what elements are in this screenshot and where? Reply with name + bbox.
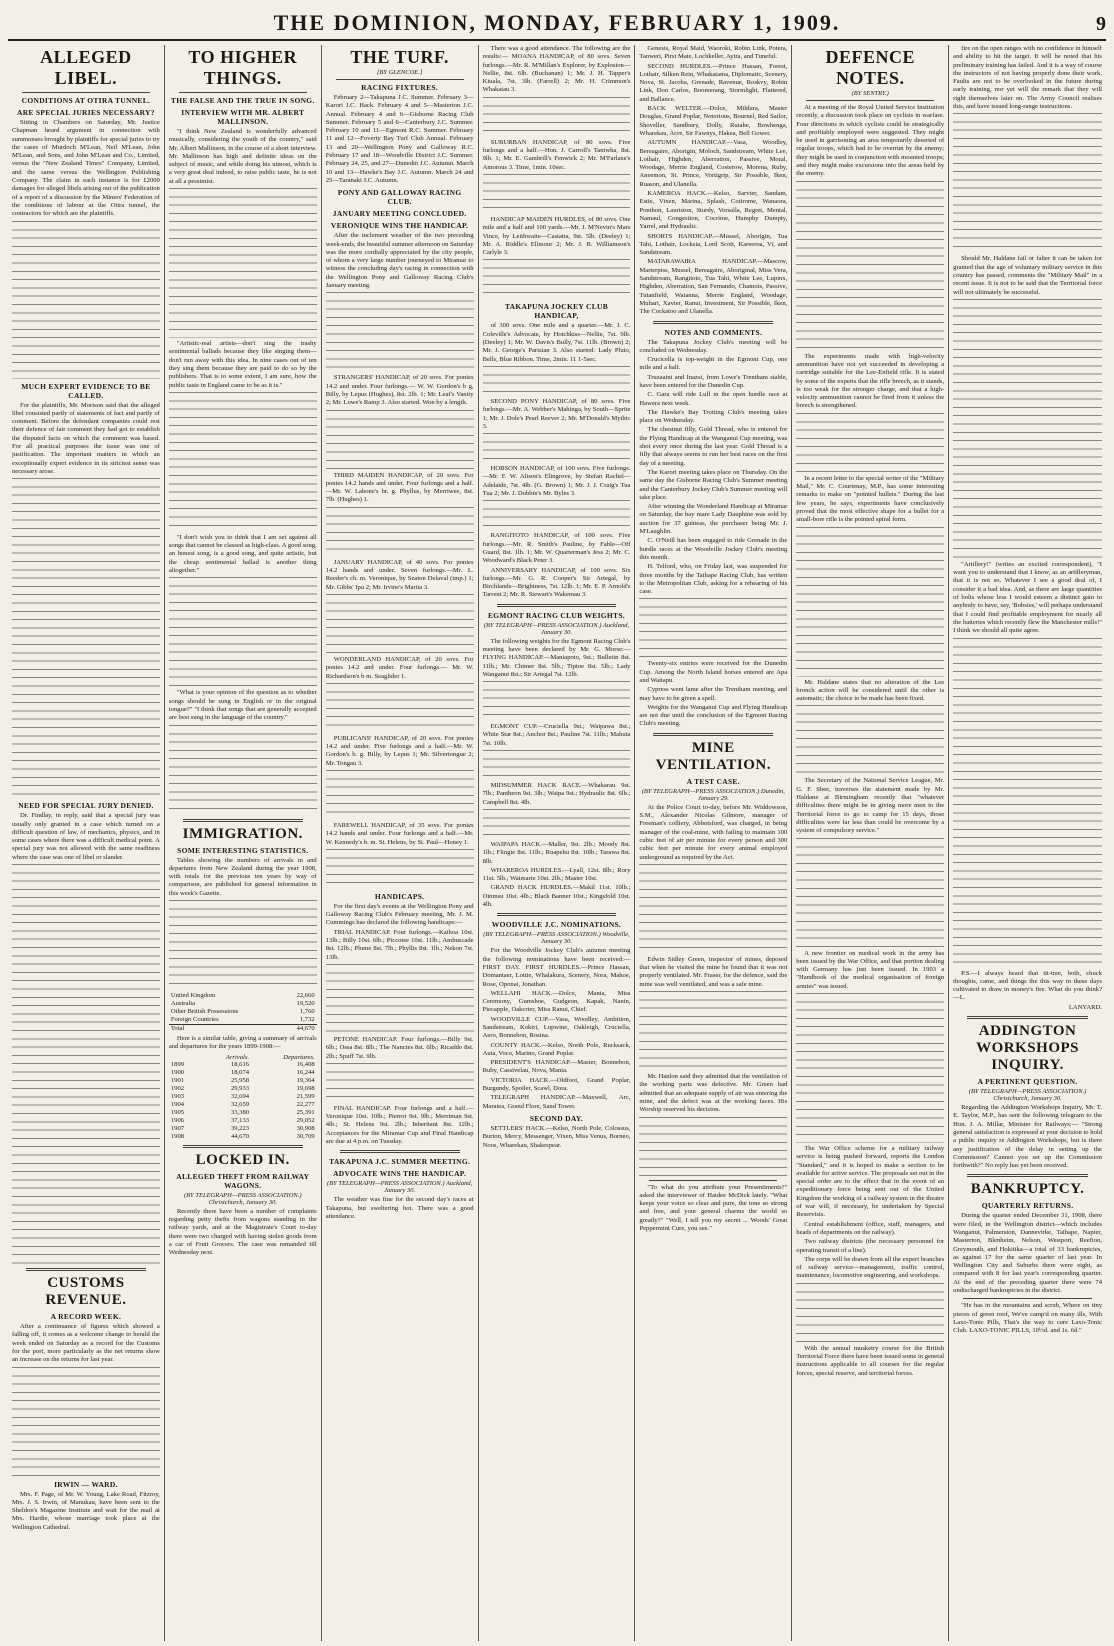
race-result: THIRD MAIDEN HANDICAP, of 20 sovs. For ponies 14.2 hands and under. Four furlongs and a half.—Mr. W. Labone's br. g. Phyllus, by Merriwee, 8st. 7lb. (Hughes) 1.: [325, 471, 474, 504]
subhead: THE FALSE AND THE TRUE IN SONG.: [170, 96, 315, 105]
column-4: [479, 45, 636, 1641]
dateline: (BY TELEGRAPH—PRESS ASSOCIATION.) Christchurch, January 30.: [968, 1088, 1087, 1103]
race-result: SECOND PONY HANDICAP, of 80 sovs. Five furlongs.—Mr. A. Webber's Mahinga, by South—Sprite 1; Mr. J. Dole's Pearl Reever 2; Mr. M'Donald's Mythic 3.: [482, 397, 631, 430]
text-block: [639, 864, 787, 954]
table-cell: 44,670: [282, 1025, 317, 1034]
weights-list: WAIPAPA HACK.—Maller, 9st. 2lb.; Moody 8st. 1lb.; Flingie 8st. 11lb.; Ruapehu 8st. 10lb.; Tarawa 8st. 8lb.: [482, 840, 631, 865]
divider: [967, 1016, 1088, 1019]
table-cell: 1,760: [299, 1008, 315, 1016]
table-cell: 1908: [170, 1132, 185, 1140]
text-block: [483, 97, 631, 137]
race-result: There was a good attendance. The following are the results:— MOANA HANDICAP, of 80 sovs. Seven furlongs.—Mr. R. M'Millan's Explorer, by Explosion—Nellie, 8st. 6lb. (Buchanan) 1; Mr. J. H. Tapper's Kiuala, 7st. 3lb. (Farrell) 2; Mr. H. Crimmon's Whakatau 3.: [482, 45, 631, 94]
article-paragraph: For the first day's events at the Wellington Pony and Galloway Racing Club's February meeting, Mr. J. M. Cummings has declared the following handicaps:—: [325, 902, 474, 927]
text-block: [12, 1367, 160, 1477]
subhead: SOME INTERESTING STATISTICS.: [177, 845, 309, 855]
article-paragraph: Mr. Hanlon said they admitted that the ventilation of the working parts was defective. Mr. Green had admitted that an adequate supply of air was entering the mine, and the defect was at the working faces. His Worship reserved his decision.: [639, 1073, 788, 1114]
article-paragraph: In a recent letter to the special writer of the "Military Mail," Mr. C. Courtenay, M.P., has some interesting remarks to make on "pointed bullets." During the last few years, he says, experiments have conclusively proved that the most effective shape for a bullet for a small-bore rifle is the pointed spiral form.: [796, 474, 945, 524]
table-row: [169, 1101, 317, 1109]
divider: [653, 321, 773, 324]
divider: [179, 92, 307, 93]
text-block: [169, 392, 317, 532]
table-row: [169, 1016, 317, 1025]
table-row: [169, 1093, 317, 1101]
nominations-list: WOODVILLE CUP.—Vasa, Woodley, Ambition, Sandstream, Kokiri, Lupwine, Oakleigh, Cruciella, Aero, Bonnebon, Rosina.: [482, 1015, 631, 1040]
table-cell: 1904: [170, 1100, 185, 1108]
note: Crucicella is top-weight in the Egmont Cup, one mile and a half.: [639, 356, 788, 372]
table-cell: Australia: [170, 1000, 196, 1008]
table-cell: 25,958: [230, 1076, 250, 1084]
text-block: [326, 410, 474, 470]
text-block: [483, 750, 631, 780]
divider: [963, 1298, 1092, 1299]
masthead: [8, 6, 1106, 41]
article-paragraph: With the annual musketry course for the British Territorial Force there have been issued some in general instructions applicable to all courses for the regular forces, special reserve, and territorial forces.: [796, 1344, 945, 1377]
race-result: RANGITOTO HANDICAP, of 100 sovs. Five furlongs.—Mr. R. Smith's Pauline, by Fable—Off Guard, 8st. 1lb. 1; Mr. W. Quarterman's Jess 2; Mr. C. Woodward's Black Peter 3.: [482, 532, 631, 565]
note: The Hawke's Bay Trotting Club's meeting takes place on Wednesday.: [639, 408, 788, 425]
handicap-list: FINAL HANDICAP. Four furlongs and a half.—Veronique 10st. 10lb.; Pierrot 9st. 9lb.; Merriman 9st. 4lb.; St. Helens 9st. 2lb.; Inheritant 8st. 12lb.; Acceptances for the Miramar Cup and Final Handicap are due at 4 p.m. on Tuesday.: [325, 1104, 474, 1146]
nominations-list: VICTORIA HACK.—Oldfoot, Grand Poplar, Burgundy, Spoiler, Scawl, Dora.: [482, 1076, 631, 1093]
text-block: [169, 900, 317, 990]
table-cell: 37,133: [230, 1116, 250, 1124]
table-cell: 1,732: [299, 1016, 315, 1024]
race-result: SUBURBAN HANDICAP, of 80 sovs. Five furlongs and a half.—Hon. J. Carroll's Taniwha, 8st. 9lb. 1; Mr. E. Gambrill's Fenwick 2; Mr. M'Farlane's Amorous 3. Time, 1min. 10sec.: [482, 138, 631, 171]
note: The chestnut filly, Gold Thread, who is entered for the Flying Handicap at the Wanganui Cup meeting, was shot every once during the last year. Gold Thread is a filly that always seems to run her best races on the first day of a meeting.: [639, 426, 788, 467]
headline-alleged-libel: ALLEGED LIBEL.: [40, 47, 132, 88]
subhead: PONY AND GALLOWAY RACING CLUB.: [337, 188, 462, 207]
weights-list: EGMONT CUP.—Cruciella 9st.; Waipawa 8st.; White Star 8st.; Anchor 8st.; Pauline 7st. 11lb.; Mahuta 7st. 10lb.: [482, 723, 631, 747]
note: The Takapuna Jockey Club's meeting will be concluded on Wednesday.: [639, 338, 788, 354]
text-block: [796, 993, 944, 1143]
table-cell: 1901: [170, 1076, 185, 1084]
subhead: RACING FIXTURES.: [361, 83, 439, 92]
table-cell: 32,659: [230, 1100, 250, 1108]
subhead: TAKAPUNA J.C. SUMMER MEETING.: [329, 1157, 471, 1167]
subhead: A TEST CASE.: [686, 776, 740, 786]
text-block: [639, 598, 787, 658]
note: Weights for the Wanganui Cup and Flying Handicap are not due until the conclusion of the Egmont Racing Club's meeting.: [639, 703, 788, 728]
note: Twenty-six entries were received for the Dunedin Cup. Among the North Island horses entered are Apa and Waitapu.: [639, 660, 788, 684]
subhead: SECOND DAY.: [529, 1113, 584, 1123]
advertisement: "To what do you attribute your Presentiments?" asked the interviewer of Haidee McDick lately. "What keeps your voice so clear and pure, the tone so strong and free, and your general charms the world so greatly?" "Well, I tell you my secret ... Woods' Great Peppermint Cure, you see.": [639, 1183, 788, 1233]
signature: LANYARD.: [1068, 1003, 1102, 1011]
text-block: [639, 991, 787, 1071]
text-block: [326, 1063, 474, 1103]
table-row: [169, 1109, 317, 1117]
table-cell: 22,660: [296, 992, 315, 1000]
subhead: CONDITIONS AT OTIRA TUNNEL.: [21, 96, 151, 105]
article-paragraph: Recently there have been a number of complaints regarding petty thefts from wagons standing in the railway yards, and at the Magistrate's Court to-day there were two charged with having stolen goods from a car of Fruit Grocers. The case was remanded till Wednesday next.: [168, 1207, 317, 1257]
text-block: [796, 1283, 944, 1343]
table-cell: 30,908: [296, 1124, 315, 1132]
table-cell: 21,599: [296, 1092, 315, 1100]
column-7: [949, 45, 1106, 1641]
weights-list: GRAND HACK HURDLES.—Makil 11st. 10lb.; Oinmsu 10st. 4lb.; Black Banner 10st.; Kingsfold 10st. 4lb.: [482, 884, 631, 909]
subhead: IRWIN — WARD.: [54, 1479, 118, 1489]
table-cell: 1903: [170, 1092, 185, 1100]
race-result: HANDICAP MAIDEN HURDLES, of 80 sovs. One mile and a half and 100 yards.—Mr. J. M'Nevin's Mars Vince, by Leithwaite—Castatta, 9st. 5lb. (Deeley) 1; Mr. A. Riddle's Ellmour 2; Mr. J. B. Williamson's Carlyle 3.: [482, 215, 631, 257]
article-paragraph: Central establishment (office, staff, managers, and heads of departments on the railway).: [796, 1220, 945, 1236]
text-block: [12, 478, 160, 798]
article-paragraph: Mr. Haldane states that no alteration of the Lee bronch action will be considered until the other is automatic; the choice to be made has been fixed.: [796, 678, 945, 703]
article-paragraph: The Secretary of the National Service League, Mr. G. F. Shee, traverses the statement made by Mr. Haldane at Birmingham recently that "whatever difficulties there might be in giving more men to the Territorial force to go to camp for 15 days, those difficulties were far less than could be overcome by a system of compulsory service.": [796, 777, 945, 835]
headline-locked-in: LOCKED IN.: [195, 1151, 290, 1168]
text-block: [796, 705, 944, 775]
table-row: [169, 992, 317, 1000]
columns: [8, 45, 1106, 1641]
column-1: [8, 45, 165, 1641]
race-result: STRANGERS' HANDICAP, of 20 sovs. For ponies 14.2 and under. Four furlongs.— W. W. Gordon's b g, Billy, by Lepus (Hughes), 8st. 2lb. 1; Mr. Leaf's Vanity 2; Mr. Lowe's Ramp 3. Also started. Won by a length.: [325, 374, 474, 407]
article-paragraph: "Artillery!" (writes an excited correspondent), "I want you to understand that I know, as an artilleryman, that it is not so. Whatever I see a good deal of, I consider it a bad idea. And, as there are large quantities of bolts whose less I would esteem a distinct gain to anybody to have, say, 'Bobsies,' will perhaps understand that I could find profitable employment for nearly all the batteries which recently flew the Manchester mills!" I think we should all quite agree.: [953, 560, 1102, 635]
text-block: [953, 299, 1102, 559]
text-block: [483, 809, 631, 839]
article-paragraph: fire on the open ranges with no confidence in himself and ability to hit the target. It will be noted that his preliminary training has failed. And it is a way of course the instructors of not having properly done their work. Faults are not to be overlooked in the future during early training, nor yet will the remark that they will right themselves later on. The Army Council realises this, and have issued long-range instructions.: [953, 45, 1103, 111]
column-6: [792, 45, 949, 1641]
table-cell: Total: [169, 1025, 282, 1034]
advertisement: "He has in the mountains and scrub, Where on tiny pieces of green roof, We've camp'd on many ills, With Laxo-Tonic Pills, That's the way to cure Laxo-Tonic Club. LAXO-TONIC PILLS, 10½d. and 1s. 6d.": [953, 1302, 1102, 1335]
subhead: MUCH EXPERT EVIDENCE TO BE CALLED.: [21, 381, 151, 400]
byline: (BY SENTRY.): [851, 90, 889, 97]
divider: [183, 819, 303, 822]
table-header: Departures.: [283, 1053, 315, 1061]
text-block: [169, 577, 317, 687]
table-cell: 19,520: [296, 1000, 315, 1008]
article-paragraph: During the quarter ended December 31, 1908, there were filed, in the Wellington district—which includes Wanganui, Palmerston, Dannevirke, Taihape, Napier, Masterton, Blenheim, Nelson, Westport, Reefton, Greymouth, and Hokitika—a total of 33 bankruptcies, as against 17 for the same quarter of last year. In Wellington City and Suburbs there were eight, as compared with 8 for last year's corresponding quarter. At the end of the preceding quarter there were 74 undischarged bankruptcies in the district.: [953, 1212, 1102, 1295]
note: Truzaaini and Inazsi, from Lowe's Trentham stable, have been entered for the Dunedin Cup.: [639, 373, 788, 389]
text-block: [326, 683, 474, 733]
article-paragraph: At the Police Court to-day, before Mr. Widdowson, S.M., Alexander Nicolas Gilmore, manager of Freeman's colliery, Abbotsford, was charged, in being manager of the coal-mine, with failing to maintain 100 cubic feet of air per minute for every person and 300 cubic feet per minute for every animal employed underground as required by the Act.: [639, 803, 788, 861]
weights-list: WHAREROA HURDLES.—Lyall, 12st. 8lb.; Rory 11st. 5lb.; Waimarie 10st. 2lb.; Master 10st.: [482, 866, 631, 883]
subhead: HANDICAPS.: [374, 891, 425, 901]
divider: [649, 1180, 777, 1181]
headline-the-turf: THE TURF.: [350, 47, 449, 67]
immigration-origin-table: [169, 992, 317, 1033]
text-block: [796, 838, 944, 948]
subhead: ALLEGED THEFT FROM RAILWAY WAGONS.: [176, 1171, 310, 1190]
column-3: [322, 45, 479, 1641]
dateline: (BY TELEGRAPH—PRESS ASSOCIATION.) Dunedin, January 29.: [641, 787, 785, 802]
article-paragraph: "What is your opinion of the question as to whether songs should be sung in English or in the original tongue?" "I think that songs that are generally accepted are best sung in the language of the country.": [168, 689, 317, 722]
article-paragraph: Dr. Findlay, in reply, said that a special jury was usually only granted in a case which turned on a difficult question of law, of mechanics, physics, and in some cases where there was a difficult medical point. A special jury was not allowed with the same readiness where the case was one of libel or slander.: [12, 812, 160, 861]
text-block: [169, 725, 317, 815]
note: Cypress went lame after the Trentham meeting, and may have to be given a spell.: [639, 686, 788, 702]
article-paragraph: After a continuance of figures which showed a falling off, it comes as a welcome change to herald the week ended on Saturday as a record for the Customs for the port, more particularly as the net returns show an increase on the returns for last year.: [12, 1323, 160, 1364]
table-row: [169, 1077, 317, 1085]
table-header: Arrivals.: [225, 1053, 250, 1061]
page-number: 9: [1096, 13, 1106, 35]
subhead: WOODVILLE J.C. NOMINATIONS.: [491, 920, 622, 930]
article-paragraph: Regarding the Addington Workshops Inquiry, Mr. T. E. Taylor, M.P., has sent the following telegram to the Hon. J. A. Millar, Minister for Railways:— "Strong general satisfaction is expressed at your decision to hold a public inquiry re Addington Workshops, but is there any justification of the delay in setting up the Commission? Cannot you set up the Commission forthwith?" No reply has yet been received.: [953, 1104, 1102, 1170]
article-paragraph: Should Mr. Haldane fail or falter it can be taken for granted that the age of voluntary military service in this country has passed, comments the "Military Mail" in a recent issue. It is not to be said that the Territorial force will not ultimately be successful.: [953, 255, 1102, 296]
text-block: [326, 770, 474, 820]
subhead: A RECORD WEEK.: [50, 1312, 122, 1322]
article-paragraph: "I think New Zealand is wonderfully advanced musically, considering the youth of the country," said Mr. Albert Mallinson, in the course of a short interview. Mr. Mallinson has high and definite ideas on the subject of music, and while doing his utmost, which is a very great deal indeed, to raise public taste, he is not at all a pessimist.: [168, 128, 317, 185]
text-block: [796, 181, 944, 351]
article-paragraph: A new frontier on medical work in the army has been issued by the War Office, and that portion dealing with Germany has just been issued. In 1903 a "Handbook of the medical organisation of foreign armies" was issued.: [796, 949, 945, 990]
table-cell: 1907: [170, 1124, 185, 1132]
table-cell: 30,709: [296, 1132, 315, 1140]
table-cell: Other British Possessions: [170, 1008, 239, 1016]
article-paragraph: Mrs. F. Page, of Mr. W. Young, Lake Road, Fitzroy, Mrs. J. S. Irwin, of Manukau, have been sent to the Sheldon's Magazine Institute and wait for the mail at Mrs. Hardie, whose marriage took place at the Wellington Cathedral.: [12, 1490, 160, 1531]
table-row: [169, 1008, 317, 1016]
byline: [BY GLENCOE.]: [376, 69, 423, 76]
table-cell: 32,694: [230, 1092, 250, 1100]
nominations-list: SECOND HURDLES.—Prince Hassan, Forest, Lothair, Silken Rein, Whakatama, Diplomatic, Scenery, Nova, St. Jacoba, Grenade, Ravenue, Roskvy, Robin Link, Don Carlos, Boomerang, Stormlight, Flattered, and Ballance.: [639, 62, 788, 103]
table-row: [169, 1125, 317, 1133]
subhead: EGMONT RACING CLUB WEIGHTS.: [487, 610, 625, 620]
text-block: [326, 849, 474, 889]
table-cell: 29,052: [296, 1116, 315, 1124]
subhead: VERONIQUE WINS THE HANDICAP.: [330, 221, 469, 231]
article-paragraph: The weather was fine for the second day's races at Takapuna, but sweltering hot. There was a good attendance.: [325, 1196, 474, 1220]
article-paragraph: "Artistic-real artists—don't sing the trashy sentimental ballads because they like singing them—don't run away with this idea. In nine cases out of ten they sing them because they are paid to do so by the publishers. That is to some extent, I am sure, how the public taste in England came to be as it is.": [168, 340, 317, 389]
table-cell: 22,277: [296, 1100, 315, 1108]
divider: [497, 604, 617, 607]
table-cell: 19,364: [296, 1076, 315, 1084]
table-cell: 39,223: [230, 1124, 250, 1132]
table-cell: 16,244: [296, 1068, 315, 1076]
divider: [336, 79, 464, 80]
column-5: [635, 45, 792, 1641]
race-result: WONDERLAND HANDICAP, of 20 sovs. For ponies 14.2 and under. Four furlongs.— Mr. W. Richardson's b m. Seaglider 1.: [325, 655, 474, 680]
column-2: [165, 45, 322, 1641]
table-total-row: [169, 1025, 317, 1034]
headline-customs-revenue: CUSTOMS REVENUE.: [45, 1275, 127, 1309]
handicap-list: PETONE HANDICAP. Four furlongs.—Billy 9st. 6lb.; Ossa 8st. 8lb.; The Nancies 8st. 6lb.; Ricaddo 8st. 2lb.; Spuff 7st. 9lb.: [325, 1035, 474, 1060]
table-row: [169, 1117, 317, 1125]
headline-mine-ventilation: MINE VENTILATION.: [655, 739, 772, 773]
divider: [340, 1150, 460, 1153]
nominations-list: SHORTS HANDICAP.—Mussel, Aborigin, Tua Tahi, Lothair, Locksia, Lord Scott, Kareeroa, Vi, and Sandstream.: [639, 232, 788, 257]
subhead: QUARTERLY RETURNS.: [981, 1201, 1074, 1211]
table-cell: 25,391: [296, 1108, 315, 1116]
text-block: [326, 507, 474, 557]
table-cell: 29,933: [230, 1084, 250, 1092]
article-paragraph: Here is a similar table, giving a summary of arrivals and departures for the years 1899-1908:—: [168, 1035, 317, 1051]
divider: [183, 1145, 303, 1148]
handicap-list: TRIAL HANDICAP. Four furlongs.—Kaihoa 10st. 13lb.; Billy 10st. 6lb.; Piccotee 10st. 11lb.; Ambuscade 8st. 12lb.; Plume 8st. 7lb.; Phyllis 8st. 1lb.; Nekon 7st. 13lb.: [325, 928, 474, 961]
masthead-title: THE DOMINION, MONDAY, FEBRUARY 1, 1909.: [273, 10, 841, 35]
subhead: TAKAPUNA JOCKEY CLUB HANDICAP,: [504, 302, 609, 321]
text-block: [796, 413, 944, 473]
race-result: ANNIVERSARY HANDICAP, of 100 sovs. Six furlongs.—Mr. G. R. Cooper's Sir Artegal, by Birchlands—Brightness, 7st. 12lb. 1; Mr. E. P. Arnold's Tarrent 2; Mr. R. Stewart's Wakemau 3.: [482, 566, 631, 599]
nominations-list: MATARAWAIRA HANDICAP.—Mascow, Marterpiss, Mussel, Bereagaire, Aboriginal, Miss Vera, Sandstream, Rangitoto, Tua Tahi, White Lee, Lupinx, Highden, Aberration, San Fernando, Chamois, Passive, Tutanfield, Waianna, Merrie England, Woodage, Muhari, Xavier, Ranui, Investment, Sir Possible, Iken, The Cockatoo and Ulanella.: [639, 258, 788, 316]
subhead: NOTES AND COMMENTS.: [664, 327, 763, 337]
weights-list: The following weights for the Egmont Racing Club's meeting have been declared by Mr. G. Morse:— FLYING HANDICAP.—Maniapoto, 9st.; Bulletin 8st. 11lb.; Mr. Chimer 8st. 5lb.; Tiptoe 8st. 5lb.; Lady Wanganui 8st.; Sir Artegal 7st. 12lb.: [482, 637, 631, 678]
divider: [967, 1174, 1088, 1177]
headline-higher-things: TO HIGHER THINGS.: [188, 47, 298, 88]
article-paragraph: The War Office scheme for a military railway service is being pushed forward, reports the London "Standard," and it is hoped to make a section to be available for active service. The proposals set out in the special order are to the effect that in the event of an expeditionary force being sent out of the United Kingdom the working of a railway system in the theatre of war will, if necessary, be undertaken by Special Reservists.: [796, 1144, 945, 1219]
text-block: [483, 366, 631, 396]
race-result: FAREWELL HANDICAP, of 35 sovs. For ponies 14.2 hands and under. Four furlongs and a half.—Mr. W. Kennedy's b. m. St. Helens, by St. Paul—Honey 1.: [325, 821, 474, 846]
table-row: [169, 1133, 317, 1141]
text-block: [953, 638, 1102, 968]
nominations-list: Genesis, Royal Maid, Waoroki, Robin Link, Potera, Tanweri, Pirst Mate, Lochkeller, Ayira, and Tuneful.: [639, 45, 788, 61]
table-cell: 44,670: [230, 1132, 250, 1140]
nominations-list: SETTLERS' HACK.—Kelso, North Pole, Colossus, Burton, Mercy, Messenger, Vixen, Miss Venus, Borneo, Noos, Wharekau, Shakespear.: [482, 1124, 631, 1149]
divider: [22, 92, 150, 93]
nominations-list: AUTUMN HANDICAP.—Vasa, Woodley, Bereagaire, Aborigin, Moloch, Sandstream, White Lee, Lothair, Highden, Aberration, Passive, Moral, Woodage, Merrie England, Costerow, Morena, Ruby, Aneemon, St. Prince, Vortigrip, Sir Possible, Iken, Ruason, and Ulanella.: [639, 139, 788, 188]
article-paragraph: P.S.—I always heard that tit-tree, both, chuck thoughts, came, and things the this way in these days cultivated to draw in money's fire. What do you think?—L.: [953, 969, 1102, 1002]
table-cell: 33,380: [230, 1108, 250, 1116]
text-block: [12, 864, 160, 1264]
table-cell: 1899: [170, 1060, 185, 1068]
subhead: INTERVIEW WITH MR. ALBERT MALLINSON.: [181, 108, 305, 126]
table-cell: 1902: [170, 1084, 185, 1092]
text-block: [483, 259, 631, 299]
table-row: [169, 1085, 317, 1093]
dateline: (BY TELEGRAPH—PRESS ASSOCIATION.) Auckland, January 30.: [483, 621, 630, 636]
fixtures-list: February 2—Takapuna J.C. Summer. February 3—Karori J.C. Hack. February 4 and 5—Masterton J.C. Annual. February 4 and 6—Gisborne Racing Club Summer. February 5 and 6—Canterbury J.C. Summer. February 10 and 11—Egmont R.C. Summer. February 11 and 12—Foverty Bay Turf Club Annual. February 13 and 20—Wellington Pony and Galloway R.C. February 17 and 18—Woodville District J.C. Summer. February 24, 25, and 27—Dunedin J.C. Autumn. March 10 and 13—Hawke's Bay J.C. Autumn. March 24 and 25—Taranaki J.C. Autumn.: [325, 94, 474, 184]
article-paragraph: At a meeting of the Royal United Service Institution recently, a discussion took place on cyclists in warfare. Four directions in which cyclists could be strategically and profitably employed were suggested. They might be used in garrisoning an area temporarily deserted of regular troops, which had to be overrun by the enemy; they might be used in conjunction with mounted troops; and they might make excursions into the areas held by the enemy.: [796, 104, 945, 178]
dateline: (BY TELEGRAPH—PRESS ASSOCIATION.) Christchurch, January 30.: [184, 1191, 302, 1206]
subhead: NEED FOR SPECIAL JURY DENIED.: [18, 801, 154, 811]
nominations-list: For the Woodville Jockey Club's autumn meeting the following nominations have been received:— FIRST DAY. FIRST HURDLES.—Prince Hassan, Domantaer, Lottie, Whalakura, Scenery, Nora, Mahoe, Rose, Oponai, Jonathan.: [482, 947, 631, 988]
table-cell: 16,408: [296, 1060, 315, 1068]
text-block: [326, 292, 474, 372]
article-paragraph: The experiments made with high-velocity ammunition have not yet succeeded in developing a cartridge suitable for the Lee-Enfield rifle. It is stated by some of the experts that the rifle breech, as it stands, is too weak for the stronger charge, and that a high-velocity ammunition cannot be fired from it unless the breech is strengthened.: [796, 352, 945, 410]
text-block: [483, 174, 631, 214]
article-paragraph: "I don't wish you to think that I am set against all songs that cannot be classed as high-class. A good song, an honest song, is a good song, and quite artistic, but the cheap sentimental ballad is another thing altogether.": [168, 533, 317, 575]
dateline: (BY TELEGRAPH—PRESS ASSOCIATION.) Woodville, January 30.: [483, 931, 630, 946]
subhead: ARE SPECIAL JURIES NECESSARY?: [16, 108, 155, 117]
table-row: [169, 1000, 317, 1008]
text-block: [483, 433, 631, 463]
table-cell: 18,074: [230, 1068, 250, 1076]
note: C. O'Neill has been engaged to ride Grenade in the hurdle races at the Woodville Jockey Club's meeting this month.: [639, 537, 788, 561]
article-paragraph: Tables showing the numbers of arrivals in and departures from New Zealand during the year 1908, with totals for the previous ten years by way of comparison, are published for general information in this week's Gazette.: [168, 856, 317, 897]
note: After winning the Wonderland Handicap at Miramar on Saturday, the bay mare Lady Dauphine was sold by auction for 37 guineas, the purchaser being Mr. J. M'Laughlin.: [639, 503, 788, 536]
subhead: JANUARY MEETING CONCLUDED.: [332, 209, 467, 219]
table-header: [169, 1054, 201, 1061]
table-cell: 19,698: [296, 1084, 315, 1092]
headline-defence-notes: DEFENCE NOTES.: [825, 47, 915, 88]
headline-addington-inquiry: ADDINGTON WORKSHOPS INQUIRY.: [976, 1023, 1079, 1074]
table-row: [169, 1061, 317, 1069]
headline-immigration: IMMIGRATION.: [182, 825, 303, 842]
article-paragraph: After the inclement weather of the two preceding week-ends, the beautiful summer afternoon on Saturday was the more cordially appreciated by the city people, of whom a very large number journeyed to Miramar to witness the concluding day's racing in connection with the Wellington Pony and Galloway Racing Club's January meeting.: [325, 232, 474, 290]
nominations-list: COUNTY HACK.—Kelso, North Pole, Rucksack, Auta, Voco, Marino, Grand Poplar.: [482, 1041, 631, 1057]
text-block: [953, 113, 1102, 253]
article-paragraph: Two railway districts (the necessary personnel for operating transit of a line).: [796, 1238, 945, 1254]
note: C. Gara will ride Lull in the open hurdle race at Hawera next week.: [639, 391, 788, 407]
divider: [653, 733, 773, 736]
article-paragraph: The corps will be drawn from all the expert branches of railway service—management, traffic control, maintenance, locomotive engineering, and workshops.: [796, 1255, 945, 1280]
text-block: [483, 500, 631, 530]
nominations-list: BACK WELTER.—Dolce, Mildura, Master Douglas, Grand Poplar, Notorious, Bournel, Red Sailor, Shoveller, Sandbury, Dolly, Ruiahe, Bowhenga, Wharekau, Acre, Sir Fawnys, Hakea, Bell Gower.: [639, 105, 788, 137]
note: H. Telford, who, on Friday last, was suspended for three months by the Taihape Racing Club, has written to the Metropolitan Club, asking for a rehearing of his case.: [639, 563, 788, 596]
subhead: A PERTINENT QUESTION.: [977, 1077, 1078, 1087]
table-cell: Foreign Countries: [170, 1016, 219, 1024]
article-paragraph: For the plaintiffs, Mr. Morison said that the alleged libel consisted partly of statements of fact and partly of comment. Before the defendant companies could rest their defence of fair comment they had got to establish the disputed facts on which the comment was based. For all practical purposes the issue was one of justification. The important matters in which an exceptionally expert evidence in its strictest sense was necessary arose.: [12, 401, 160, 475]
subhead: ADVOCATE WINS THE HANDICAP.: [333, 1169, 467, 1179]
divider: [26, 1268, 146, 1271]
table-row: [169, 1069, 317, 1077]
race-result: JANUARY HANDICAP, of 40 sovs. For ponies 14.2 hands and under. Seven furlongs.—Mr. L. Reeder's ch. m. Veronique, by Seaton Delaval (imp.) 1; Mr. Gibbs' Ipu 2; Mr. Irvine's Marita 3.: [325, 558, 474, 591]
race-result: PUBLICANS' HANDICAP, of 20 sovs. For ponies 14.2 and under. Five furlongs and a half.—Mr. W. Gordon's b. g. Billy, by Lepus 1; Mr. Silvertongue 2; Mr. Tongau 3.: [325, 734, 474, 767]
text-block: [12, 221, 160, 379]
table-cell: 1900: [170, 1068, 185, 1076]
race-result: of 300 sovs. One mile and a quarter.—Mr. J. C. Coleville's Advocate, by Hotchkiss—Nellie, 7st. 9lb. (Deeley) 1; Mr. W. Davis's Bully, 7st. 11lb. (Brown) 2; Mr. J. George's Parisian 3. Also started: Lady Pluto, Bells, Blue Ribbon. Time, 2min. 11 1-5sec.: [482, 322, 631, 363]
arrivals-departures-table: [169, 1054, 317, 1141]
text-block: [483, 681, 631, 721]
nominations-list: KAMEROA HACK.—Kelso, Sarvier, Sandam, Estie, Vixen, Marina, Splash, Cotirome, Wanaora, Ponthon, Lauriston, Sturdy, Vorsalla, Regret, Mental, Namaul, Congestion, Cocrime, Humphy Dumpty, Yarrel, and Hydraulic.: [639, 190, 788, 231]
nominations-list: PRESIDENT'S HANDICAP.—Master, Bonnebon, Ruby, Cassivelau, Nova, Mania.: [482, 1059, 631, 1075]
note: The Karori meeting takes place on Thursday. On the same day the Gisborne Racing Club's Summer meeting and the Canterbury Jockey Club's Summer meeting will take place.: [639, 468, 788, 501]
weights-list: MIDSUMMER HACK RACE.—Whakarau 9st. 7lb.; Pantheon 9st. 3lb.; Waipa 9st.; Hydraulic 8st. 6lb.; Campbell 8st. 4lb.: [482, 782, 631, 806]
article-paragraph: Sitting in Chambers on Saturday, Mr. Justice Chapman heard argument in connection with summonses brought by plaintiffs for special juries to try the cases of Murdoch M'Lean, Neil M'Lean, John M'Lean, and Sons, and John M'Lean and Co., Limited, versus the "New Zealand Times" Company, Limited, and the same versus the Wellington Publishing Company. The claim in each instance is for £2000 damages for alleged libels arising out of the publication of a report of a discussion by the Miners' Federation of the conditions of labour at the Otira tunnel, the contractors for which are the plaintiffs.: [12, 119, 160, 218]
race-result: HOBSON HANDICAP, of 100 sovs. Five furlongs.—Mr. F. W. Alison's Elingrove, by Stefan Rachel—Adelaide, 7st. 4lb. (G. Brown) 1; Mr. J. J. Craig's Tua Tua 2; Mr. J. Dobbin's Mr. Byles 3.: [482, 465, 631, 498]
table-cell: 1906: [170, 1116, 185, 1124]
text-block: [169, 188, 317, 338]
table-cell: United Kingdom: [170, 992, 216, 1000]
text-block: [796, 527, 944, 677]
headline-bankruptcy: BANKRUPTCY.: [970, 1181, 1085, 1198]
nominations-list: TELEGRAPH HANDICAP.—Maxwell, Arc, Maratea, Grand Flore, Sand Tower.: [482, 1094, 631, 1110]
text-block: [326, 594, 474, 654]
article-paragraph: Edwin Sidley Green, inspector of mines, deposed that when he visited the mine he found that it was not properly ventilated. Mr. Fraser, for the defence, said the mine was well ventilated, and was a safe mine.: [639, 955, 788, 988]
divider: [497, 913, 617, 916]
nominations-list: WELLAHI HACK.—Dolce, Mania, Miss Ceremony, Gumshoe, Gudgeon, Kapak, Nanin, Piecapple, Oakcrier, Miss Ranui, Chief.: [482, 989, 631, 1014]
table-cell: 1905: [170, 1108, 185, 1116]
text-block: [326, 964, 474, 1034]
table-cell: 18,616: [230, 1060, 250, 1068]
divider: [806, 100, 934, 101]
dateline: (BY TELEGRAPH—PRESS ASSOCIATION.) Auckland, January 30.: [327, 1180, 473, 1195]
text-block: [639, 1117, 787, 1177]
